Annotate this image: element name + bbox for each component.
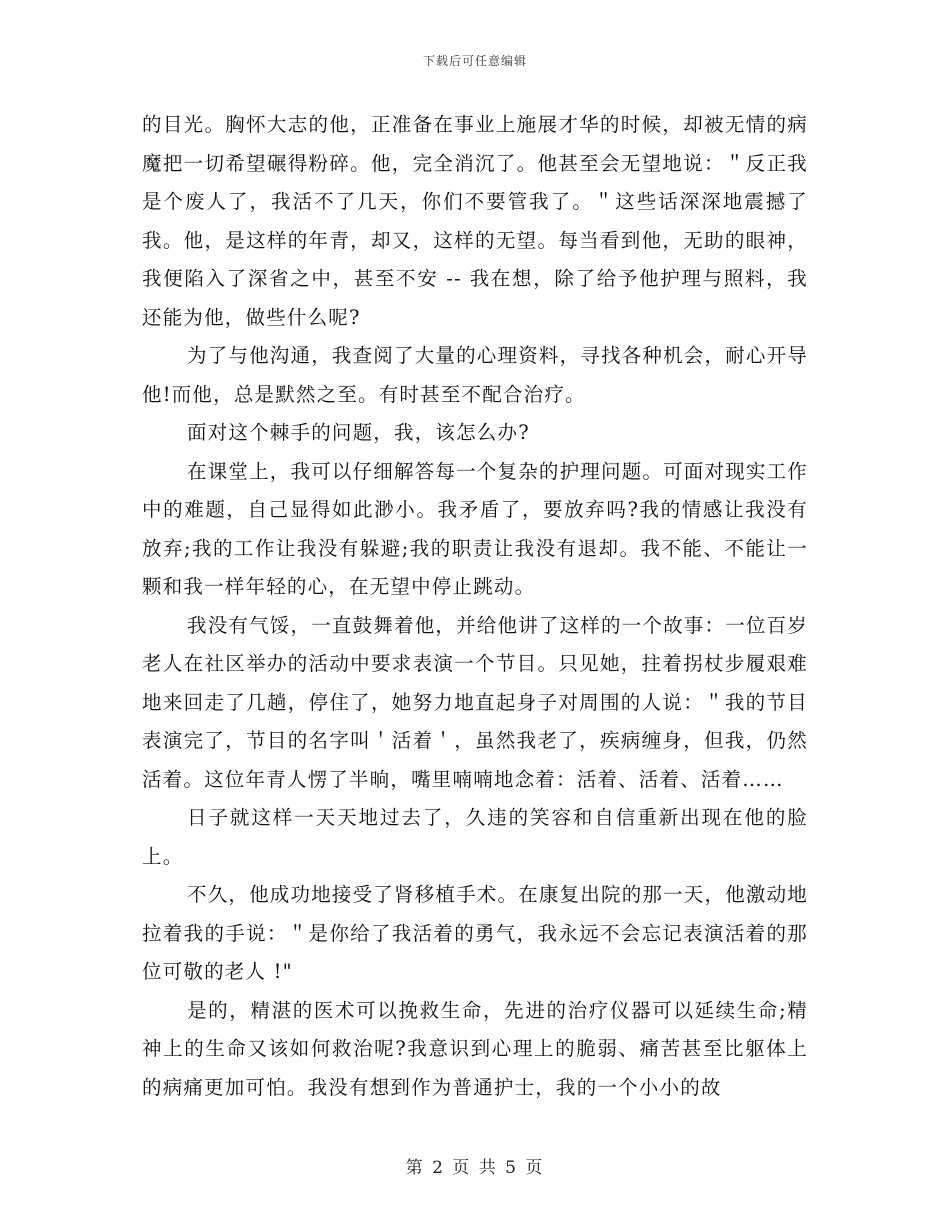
paragraph-3: 面对这个棘手的问题，我，该怎么办? bbox=[187, 421, 530, 444]
paragraph-1: 的目光。胸怀大志的他，正准备在事业上施展才华的时候，却被无情的病魔把一切希望碾得粉碎。他，完全消沉了。他甚至会无望地说：＂反正我是个废人了，我活不了几天，你们不要管我了。＂这些话深深地震撼了我。他，是这样的年青，却又，这样的无望。每当看到他，无助的眼神，我便陷入了深省之中，甚至不安 -- 我在想，除了给予他护理与照料，我还能为他，做些什么呢? bbox=[142, 113, 808, 329]
paragraph-5: 我没有气馁，一直鼓舞着他，并给他讲了这样的一个故事：一位百岁老人在社区举办的活动中要求表演一个节目。只见她，拄着拐杖步履艰难地来回走了几趟，停住了，她努力地直起身子对周围的人说：＂我的节目表演完了，节目的名字叫＇活着＇，虽然我老了，疾病缠身，但我，仍然活着。这位年青人愣了半晌，嘴里喃喃地念着：活着、活着、活着…… bbox=[142, 613, 809, 791]
paragraph-7: 不久，他成功地接受了肾移植手术。在康复出院的那一天，他激动地拉着我的手说：＂是你给了我活着的勇气，我永远不会忘记表演活着的那位可敬的老人 !" bbox=[142, 883, 809, 983]
document-body bbox=[142, 106, 808, 1107]
paragraph-4: 在课堂上，我可以仔细解答每一个复杂的护理问题。可面对现实工作中的难题，自己显得如此渺小。我矛盾了，要放弃吗?我的情感让我没有放弃;我的工作让我没有躲避;我的职责让我没有退却。我不能、不能让一颗和我一样年轻的心，在无望中停止跳动。 bbox=[142, 459, 809, 598]
page-header: 下载后可任意编辑 bbox=[422, 54, 527, 68]
paragraph-2: 为了与他沟通，我查阅了大量的心理资料，寻找各种机会，耐心开导他!而他，总是默然之至。有时甚至不配合治疗。 bbox=[142, 344, 809, 406]
page-number: 第 2 页 共 5 页 bbox=[405, 1158, 545, 1178]
paragraph-6: 日子就这样一天天地过去了，久违的笑容和自信重新出现在他的脸上。 bbox=[142, 806, 808, 868]
paragraph-8: 是的，精湛的医术可以挽救生命，先进的治疗仪器可以延续生命;精神上的生命又该如何救治呢?我意识到心理上的脆弱、痛苦甚至比躯体上的病痛更加可怕。我没有想到作为普通护士，我的一个小小的故 bbox=[142, 998, 808, 1099]
